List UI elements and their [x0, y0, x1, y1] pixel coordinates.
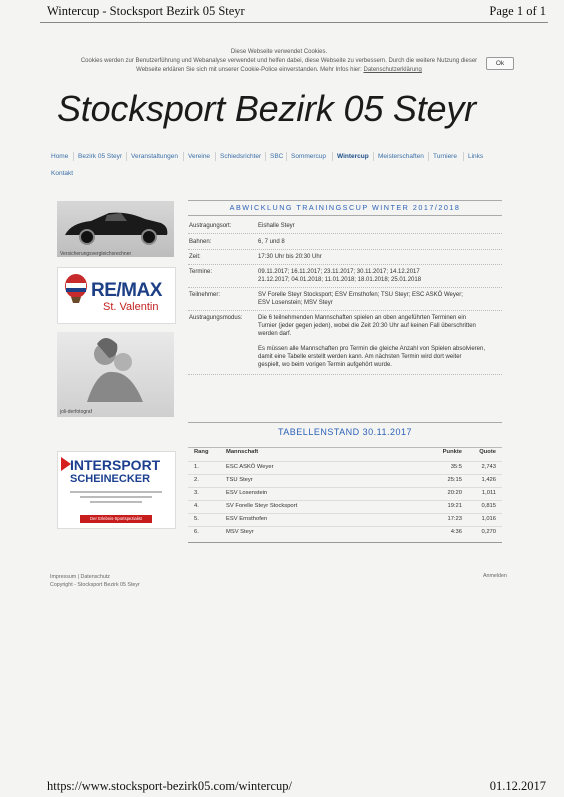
login-link[interactable]: Anmelden	[483, 573, 507, 579]
cookie-text: Webseite erklären Sie sich mit unserer Cookie-Police einverstanden. Mehr Infos hier:	[136, 67, 362, 73]
info-value: 6, 7 und 8	[258, 239, 285, 245]
table-end-divider	[188, 542, 502, 543]
mode-note-line: gespielt, wo beim vorigen Termin aufgehört wurde.	[258, 362, 392, 368]
info-value: 21.12.2017; 04.01.2018; 11.01.2018; 18.01.2018; 25.01.2018	[258, 277, 422, 283]
remax-ad[interactable]	[57, 267, 176, 324]
nav-veranstaltungen[interactable]: Veranstaltungen	[126, 152, 178, 161]
car-ad-caption: Versicherungsvergleichsrechner	[60, 251, 132, 257]
photographer-ad-image[interactable]	[57, 332, 174, 417]
nav-sbc[interactable]: SBC	[265, 152, 283, 161]
print-header-divider	[40, 22, 548, 23]
info-label: Austragungsmodus:	[189, 315, 243, 321]
info-value: Die 6 teilnehmenden Mannschaften spielen an oben angeführten Terminen ein	[258, 315, 467, 321]
points-cell: 25:15	[447, 477, 462, 483]
intersport-slogan: Der Erlebnis-Sportspezialist	[80, 515, 152, 523]
print-title: Wintercup - Stocksport Bezirk 05 Steyr	[47, 4, 245, 18]
cookie-banner	[40, 48, 518, 75]
nav-turniere[interactable]: Turniere	[428, 152, 457, 161]
info-divider	[188, 374, 502, 375]
quote-cell: 1,426	[481, 477, 496, 483]
cookie-line-1: Diese Webseite verwendet Cookies.	[230, 49, 328, 55]
table-row	[188, 513, 502, 522]
main-content	[188, 200, 502, 535]
points-cell: 20:20	[447, 490, 462, 496]
info-value: werden darf.	[258, 331, 292, 337]
footer-copyright: Copyright - Stocksport Bezirk 05 Steyr	[50, 582, 140, 588]
info-divider	[188, 249, 502, 250]
info-label: Bahnen:	[189, 239, 212, 245]
quote-cell: 1,016	[481, 516, 496, 522]
info-value: 09.11.2017; 16.11.2017; 23.11.2017; 30.11.2017; 14.12.2017	[258, 269, 420, 275]
cookie-line-3	[40, 66, 518, 75]
info-label: Termine:	[189, 269, 213, 275]
table-row	[188, 500, 502, 509]
team-cell: ESV Ernsthofen	[226, 516, 268, 522]
nav-schiedsrichter[interactable]: Schiedsrichter	[215, 152, 261, 161]
info-label: Zeit:	[189, 254, 201, 260]
info-value: 17:30 Uhr bis 20:30 Uhr	[258, 254, 322, 260]
info-divider	[188, 264, 502, 265]
quote-cell: 0,815	[481, 503, 496, 509]
nav-links[interactable]: Links	[463, 152, 483, 161]
address-lines-decoration	[66, 490, 166, 508]
table-row	[188, 487, 502, 496]
site-title[interactable]: Stocksport Bezirk 05 Steyr	[57, 88, 476, 129]
info-value: ESV Losenstein; MSV Steyr	[258, 300, 333, 306]
privacy-link[interactable]: Datenschutzerklärung	[363, 67, 422, 73]
photographer-caption: joli-derfotograf	[60, 409, 92, 415]
rank-cell: 5.	[194, 516, 199, 522]
quote-cell: 2,743	[481, 464, 496, 470]
rank-cell: 6.	[194, 529, 199, 535]
team-cell: MSV Steyr	[226, 529, 254, 535]
intersport-shop-name: SCHEINECKER	[70, 473, 151, 485]
points-cell: 17:23	[447, 516, 462, 522]
print-url: https://www.stocksport-bezirk05.com/wintercup/	[47, 779, 292, 793]
points-cell: 19:21	[447, 503, 462, 509]
team-cell: TSU Steyr	[226, 477, 253, 483]
info-label: Teilnehmer:	[189, 292, 221, 298]
nav-wintercup[interactable]: Wintercup	[332, 152, 369, 161]
info-divider	[188, 310, 502, 311]
car-icon	[57, 201, 174, 249]
print-date: 01.12.2017	[489, 779, 546, 793]
table-header	[188, 447, 502, 455]
standings-title: TABELLENSTAND 30.11.2017	[188, 422, 502, 437]
col-quote-header: Quote	[479, 449, 496, 455]
site-footer	[50, 573, 140, 589]
quote-cell: 0,270	[481, 529, 496, 535]
main-navigation	[47, 150, 492, 178]
print-page-number: Page 1 of 1	[489, 4, 546, 18]
points-cell: 4:36	[450, 529, 462, 535]
mode-note-line: damit eine Tabelle erstellt werden kann. Am nächsten Termin wird dort weiter	[258, 354, 462, 360]
info-divider	[188, 287, 502, 288]
nav-sommercup[interactable]: Sommercup	[286, 152, 326, 161]
remax-location: St. Valentin	[103, 301, 159, 313]
cookie-line-2: Cookies werden zur Benutzerführung und Webanalyse verwendet und helfen dabei, diese Webseite zu verbessern. Durch die weitere Nutzung dieser	[80, 58, 478, 64]
intersport-brand: INTERSPORT	[70, 457, 161, 473]
rank-cell: 2.	[194, 477, 199, 483]
info-divider	[188, 233, 502, 234]
rank-cell: 1.	[194, 464, 199, 470]
nav-bezirk[interactable]: Bezirk 05 Steyr	[73, 152, 122, 161]
portrait-photo-icon	[57, 332, 174, 408]
rank-cell: 4.	[194, 503, 199, 509]
intersport-ad[interactable]	[57, 451, 176, 529]
nav-vereine[interactable]: Vereine	[183, 152, 210, 161]
team-cell: ESC ASKÖ Weyer	[226, 464, 274, 470]
col-team-header: Mannschaft	[226, 449, 259, 455]
remax-brand: RE/MAX	[91, 280, 162, 301]
table-row	[188, 526, 502, 535]
intersport-address-block	[62, 490, 170, 510]
nav-meisterschaften[interactable]: Meisterschaften	[373, 152, 424, 161]
nav-home[interactable]: Home	[51, 153, 69, 160]
balloon-icon	[63, 274, 89, 306]
team-cell: SV Forelle Steyr Stocksport	[226, 503, 298, 509]
car-ad-image[interactable]	[57, 201, 174, 257]
section-heading: ABWICKLUNG TRAININGSCUP WINTER 2017/2018	[188, 200, 502, 216]
info-value: Eishalle Steyr	[258, 223, 295, 229]
mode-note-line: Es müssen alle Mannschaften pro Termin die gleiche Anzahl von Spielen absolvieren,	[258, 346, 486, 352]
quote-cell: 1,011	[481, 490, 496, 496]
footer-links[interactable]: Impressum | Datenschutz	[50, 574, 110, 580]
table-row	[188, 474, 502, 483]
points-cell: 35:5	[450, 464, 462, 470]
team-cell: ESV Losenstein	[226, 490, 268, 496]
table-row	[188, 461, 502, 470]
rank-cell: 3.	[194, 490, 199, 496]
cookie-ok-button[interactable]: Ok	[486, 57, 514, 70]
info-label: Austragungsort:	[189, 223, 232, 229]
col-rank-header: Rang	[194, 449, 209, 455]
info-value: Turnier (jeder gegen jeden), wobei die Zeit 20:30 Uhr auf keinen Fall überschritten	[258, 323, 476, 329]
info-value: SV Forelle Steyr Stocksport; ESV Ernsthofen; TSU Steyr; ESC ASKÖ Weyer;	[258, 292, 463, 298]
nav-kontakt[interactable]: Kontakt	[51, 170, 74, 177]
col-points-header: Punkte	[442, 449, 462, 455]
